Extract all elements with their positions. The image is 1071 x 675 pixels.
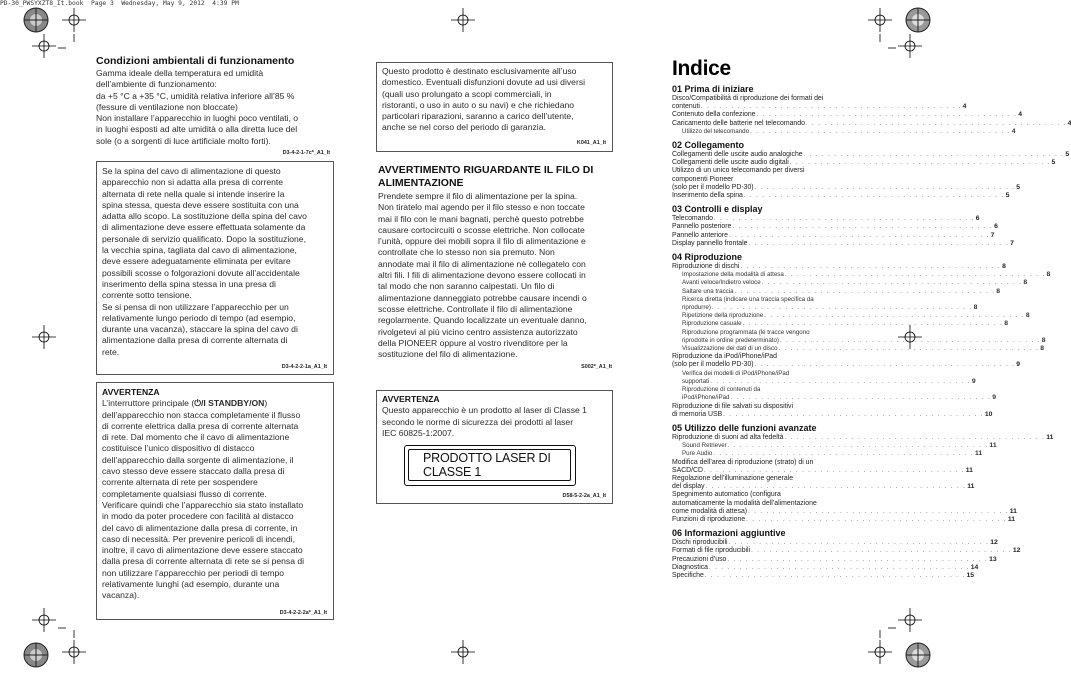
toc-entry-line: Saltare una traccia [682, 287, 734, 295]
toc-entry[interactable] [672, 192, 1010, 200]
text-line: Verificare quindi che l’apparecchio sia stato installato [102, 499, 304, 510]
toc-entry[interactable] [672, 320, 1008, 328]
toc-entry[interactable] [672, 119, 1071, 128]
title-line: ALIMENTAZIONE [378, 177, 464, 189]
toc-dot-leader: . . . . . . . . . . . . . . . . . . . . . . . . . . . . . . . . . . . . . . . . . . . [789, 160, 1051, 167]
text-line: inoltre, il cavo di alimentazione deve essere staccato [102, 545, 303, 556]
text-line: ristoranti, o uso in auto o su navi) e che richiedano [382, 99, 575, 110]
toc-dot-leader: . . . . . . . . . . . . . . . . . . . . . . . . . . . . . . . . . . . . . . . . . . . [734, 288, 996, 295]
toc-dot-leader: . . . . . . . . . . . . . . . . . . . . . . . . . . . . . . . . . . . . . . . . . . . [727, 556, 989, 563]
toc-dot-leader: . . . . . . . . . . . . . . . . . . . . . . . . . . . . . . . . . . . . . . . . . . . [748, 240, 1010, 247]
toc-entry[interactable] [672, 571, 975, 580]
toc-entry-line: Caricamento delle batterie nel telecomando [672, 119, 805, 127]
plug-box-code: D3-4-2-2-1a_A1_It [281, 364, 327, 370]
toc-entry-line: Riproduzione programmata (le tracce vengono [682, 328, 810, 336]
toc-entry-line: Specifiche [672, 571, 704, 579]
toc-section-heading[interactable]: 03 Controlli e display [672, 204, 763, 215]
toc-page-number: 13 [989, 555, 997, 563]
toc-entry-line: automaticamente la modalità dell’alimentazione [672, 499, 817, 507]
toc-entry-line: Pure Audio [682, 450, 713, 458]
toc-entry[interactable] [672, 563, 979, 572]
text-line: Questo prodotto è destinato esclusivamente all’uso [382, 66, 577, 76]
toc-entry-line: Ripetizione della riproduzione [682, 312, 764, 320]
toc-section-heading[interactable]: 06 Informazioni aggiuntive [672, 528, 786, 539]
table-of-contents [672, 80, 1071, 580]
standby-warning-box [96, 382, 334, 620]
toc-entry-line: (solo per il modello PD-30) [672, 183, 754, 191]
plug-replacement-box [96, 161, 334, 375]
text-line: costituisce l’unico dispositivo di distacco [102, 443, 255, 454]
text-line: in luoghi esposti ad alte umidità o alla diretta luce del [96, 124, 298, 135]
toc-dot-leader: . . . . . . . . . . . . . . . . . . . . . . . . . . . . . . . . . . . . . . . . . . . [780, 337, 1041, 344]
warning-code: D3-4-2-2-2a*_A1_It [279, 610, 327, 616]
text-line: altri fili. I fili di alimentazione devono essere collocati in [378, 270, 586, 281]
toc-page-number: 6 [994, 223, 998, 231]
power-cord-text [378, 191, 618, 360]
toc-entry-line: Formati di file riproducibili [672, 547, 751, 555]
toc-section-heading[interactable]: 04 Riproduzione [672, 252, 743, 263]
text-line: durante una vacanza), staccare la spina del cavo di [102, 324, 298, 335]
toc-entry-line: (solo per il modello PD-30) [672, 361, 754, 369]
toc-entry[interactable] [672, 279, 1028, 287]
toc-dot-leader: . . . . . . . . . . . . . . . . . . . . . . . . . . . . . . . . . . . . . . . . . . . [704, 467, 965, 474]
toc-entry[interactable] [672, 215, 980, 223]
toc-entry[interactable] [672, 295, 978, 312]
text-line: alimentazione dalla presa di corrente alternata di [102, 335, 288, 346]
toc-dot-leader: . . . . . . . . . . . . . . . . . . . . . . . . . . . . . . . . . . . . . . . . . . . [730, 395, 992, 402]
toc-entry-line: Riproduzione da iPod/iPhone/iPad [672, 353, 777, 361]
toc-page-number: 6 [975, 215, 980, 223]
toc-entry[interactable] [672, 345, 1044, 353]
toc-page-number: 5 [1065, 151, 1070, 159]
toc-entry[interactable] [672, 369, 976, 386]
text-line: personale di servizio qualificato. Dopo la sostituzione, [102, 233, 306, 244]
text-line: mai il filo con le mani bagnati, perchè questo potrebbe [378, 213, 584, 224]
text-line: IEC 60825-1:2007. [382, 427, 455, 438]
text-line: della PIONEER oppure al vostro rivenditore per la [378, 337, 568, 348]
toc-page-number: 9 [992, 394, 996, 402]
toc-entry-line: Riproduzione di file salvati su dispositivi [672, 402, 794, 410]
toc-page-number: 8 [1023, 279, 1028, 287]
toc-dot-leader: . . . . . . . . . . . . . . . . . . . . . . . . . . . . . . . . . . . . . . . . . . . [746, 516, 1007, 523]
toc-page-number: 5 [1016, 183, 1021, 191]
text-line: l’unità, oppure dei mobili sopra il filo di alimentazione e [378, 236, 586, 247]
laser-warning-box [376, 390, 613, 504]
text-line: dell’apparecchio dalla sorgente di alimentazione, il [102, 454, 294, 465]
toc-entry-line: Pannello posteriore [672, 223, 732, 231]
toc-entry[interactable] [672, 127, 1016, 136]
text-line: Se si pensa di non utilizzare l’apparecchio per un [102, 301, 289, 312]
text-line: rete. [102, 346, 120, 357]
toc-page-number: 8 [1041, 336, 1046, 344]
toc-entry-line: Modifica dell’area di riproduzione (strato) di un [672, 458, 814, 466]
toc-entry[interactable] [672, 386, 996, 402]
toc-dot-leader: . . . . . . . . . . . . . . . . . . . . . . . . . . . . . . . . . . . . . . . . . . . [784, 272, 1046, 279]
text-line: vacanza). [102, 590, 140, 601]
toc-dot-leader: . . . . . . . . . . . . . . . . . . . . . . . . . . . . . . . . . . . . . . . . . . . [704, 572, 966, 579]
toc-entry[interactable] [672, 353, 1021, 369]
toc-dot-leader: . . . . . . . . . . . . . . . . . . . . . . . . . . . . . . . . . . . . . . . . . . . [805, 120, 1067, 127]
text-line: possibili scosse o folgorazioni dovute all’accidentale [102, 267, 300, 278]
toc-page-number: 12 [990, 539, 998, 547]
text-line: da +5 °C a +35 °C, umidità relativa inferiore all’85 % [96, 90, 295, 101]
laser-warning-label: AVVERTENZA [382, 394, 440, 404]
toc-entry[interactable] [672, 458, 973, 475]
text-line: caso di necessità. Per prevenire pericoli di incendi, [102, 533, 295, 544]
toc-entry-line: supportati [682, 377, 710, 385]
toc-dot-leader: . . . . . . . . . . . . . . . . . . . . . . . . . . . . . . . . . . . . . . . . . . . [714, 216, 975, 223]
toc-entry[interactable] [672, 151, 1070, 159]
toc-title: Indice [672, 57, 731, 80]
toc-dot-leader: . . . . . . . . . . . . . . . . . . . . . . . . . . . . . . . . . . . . . . . . . . . [754, 184, 1016, 191]
toc-entry-line: Spegnimento automatico (configura [672, 491, 781, 499]
toc-section-heading[interactable]: 02 Collegamento [672, 140, 745, 151]
toc-entry-line: Collegamenti delle uscite audio digitali [672, 159, 789, 167]
toc-entry-line: Display pannello frontale [672, 239, 748, 247]
text-line: corrente sotto tensione. [102, 290, 192, 301]
toc-page-number: 8 [1046, 271, 1051, 279]
toc-entry-line: Visualizzazione dei dati di un disco [682, 345, 778, 353]
toc-entry-line: Verifica dei modelli di iPod/iPhone/iPad [682, 369, 790, 377]
toc-dot-leader: . . . . . . . . . . . . . . . . . . . . . . . . . . . . . . . . . . . . . . . . . . . [709, 564, 970, 571]
toc-entry-line: riprodotte in ordine predeterminato) [682, 336, 779, 344]
text-line: secondo le norme di sicurezza dei prodotti al laser [382, 416, 574, 427]
toc-entry-line: Riproduzione di dischi [672, 263, 740, 271]
toc-page-number: 8 [1004, 320, 1008, 328]
toc-page-number: 8 [973, 304, 978, 312]
print-header: PD-30_PWSYXZT8_It.book Page 3 Wednesday, May 9, 2012 4:39 PM [0, 0, 239, 7]
toc-dot-leader: . . . . . . . . . . . . . . . . . . . . . . . . . . . . . . . . . . . . . . . . . . . [748, 508, 1009, 515]
registration-mark-bottom-left [22, 641, 50, 669]
text-line: Se la spina del cavo di alimentazione di questo [102, 166, 281, 176]
toc-dot-leader: . . . . . . . . . . . . . . . . . . . . . . . . . . . . . . . . . . . . . . . . . . . [756, 112, 1018, 119]
text-line: apparecchio non si adatta alla presa di corrente [102, 177, 284, 188]
toc-page-number: 10 [984, 410, 993, 418]
toc-dot-leader: . . . . . . . . . . . . . . . . . . . . . . . . . . . . . . . . . . . . . . . . . . . [742, 321, 1004, 328]
toc-page-number: 4 [1067, 119, 1071, 127]
text-fragment: ) [264, 398, 268, 409]
toc-dot-leader: . . . . . . . . . . . . . . . . . . . . . . . . . . . . . . . . . . . . . . . . . . . [732, 224, 994, 231]
text-line: alternata di rete nella quale si intende inserire la [102, 188, 285, 199]
toc-entry[interactable] [672, 287, 1001, 296]
text-line: spina stessa, questa deve essere sostituita con una [102, 199, 299, 210]
toc-dot-leader: . . . . . . . . . . . . . . . . . . . . . . . . . . . . . . . . . . . . . . . . . . . [803, 152, 1065, 159]
toc-entry-line: Contenuto della confezione [672, 111, 756, 119]
text-line: relativamente lunghi (ad esempio, durante una [102, 579, 280, 590]
toc-page-number: 11 [967, 483, 975, 491]
text-line: anche se nel corso del periodo di garanzia. [382, 122, 546, 133]
toc-page-number: 11 [1046, 433, 1054, 441]
text-line: causare cortocircuiti o scosse elettriche. Non collocate [378, 224, 585, 235]
toc-entry-line: Regolazione dell’illuminazione generale [672, 474, 794, 482]
text-line: cavo stesso deve essere staccato dalla presa di [102, 466, 285, 477]
text-line: adatta allo scopo. La sostituzione della spina del cavo [102, 211, 307, 222]
toc-page-number: 9 [971, 377, 976, 385]
title-line: AVVERTIMENTO RIGUARDANTE IL FILO DI [378, 164, 594, 176]
toc-entry[interactable] [672, 547, 1021, 555]
toc-dot-leader: . . . . . . . . . . . . . . . . . . . . . . . . . . . . . . . . . . . . . . . . . . . [728, 540, 990, 547]
toc-page-number: 7 [990, 231, 995, 239]
toc-entry-line: Pannello anteriore [672, 231, 728, 239]
power-cord-title [378, 164, 618, 190]
toc-dot-leader: . . . . . . . . . . . . . . . . . . . . . . . . . . . . . . . . . . . . . . . . . . . [761, 280, 1023, 287]
toc-entry[interactable] [672, 167, 1021, 192]
text-line: regolarmente. Quando localizzate un eventuale danno, [378, 315, 587, 326]
toc-entry-line: componenti Pioneer [672, 175, 734, 183]
text-line: domestico. Eventuali disfunzioni dovute ad usi diversi [382, 77, 586, 88]
toc-dot-leader: . . . . . . . . . . . . . . . . . . . . . . . . . . . . . . . . . . . . . . . . . . . [727, 443, 989, 450]
toc-entry-line: iPod/iPhone/iPad [682, 394, 730, 402]
toc-entry-line: Collegamenti delle uscite audio analogiche [672, 151, 803, 159]
text-line: di alimentazione deve essere effettuata solamente da [102, 222, 306, 233]
toc-entry[interactable] [672, 95, 967, 111]
toc-entry[interactable] [672, 111, 1022, 119]
text-line: sole (o a sorgenti di luce artificiale molto forti). [96, 135, 271, 146]
text-line: relativamente lungo periodo di tempo (ad esempio, [102, 312, 296, 323]
toc-dot-leader: . . . . . . . . . . . . . . . . . . . . . . . . . . . . . . . . . . . . . . . . . . . [710, 378, 971, 385]
toc-entry-line: Dischi riproducibili [672, 539, 728, 547]
standby-switch-label: ⏻/I STANDBY/ON [194, 398, 265, 409]
text-line: particolari riparazioni, saranno a carico dell’utente, [382, 111, 574, 122]
toc-section-heading[interactable]: 05 Utilizzo delle funzioni avanzate [672, 422, 817, 433]
text-line: deve essere adeguatamente eliminata per evitare [102, 256, 291, 267]
toc-entry-line: Sound Retriever [682, 442, 727, 450]
toc-entry-line: Funzioni di riproduzione [672, 515, 746, 523]
toc-page-number: 9 [1016, 361, 1021, 369]
text-line: alimentazione danneggiato potrebbe causare incendi o [378, 292, 587, 303]
toc-entry-line: Ricerca diretta (indicare una traccia specifica da [682, 295, 814, 303]
text-line: annodate mai il filo di alimentazione nè collegatelo con [378, 258, 586, 269]
toc-entry-line: Riproduzione casuale [682, 320, 742, 328]
text-fragment: L’interruttore principale ( [102, 398, 195, 409]
text-line: la vecchia spina, tagliata dal cavo di alimentazione, [102, 245, 297, 256]
text-line [102, 398, 332, 409]
domestic-code: K041_A1_It [576, 140, 606, 146]
toc-page-number: 8 [1040, 345, 1044, 353]
env-conditions-code: D3-4-2-1-7c*_A1_It [282, 150, 330, 156]
text-line: Gamma ideale della temperatura ed umidità [96, 68, 264, 78]
text-line: dalla presa di corrente alternata di rete se si pensa di [102, 556, 305, 567]
toc-entry-line: Disco/Compatibilità di riproduzione dei formati dei [672, 95, 824, 102]
toc-page-number: 14 [970, 563, 979, 571]
toc-page-number: 4 [1011, 127, 1016, 135]
toc-entry[interactable] [672, 402, 993, 419]
text-line: Non tiratelo mai agendo per il filo stesso e non toccate [378, 202, 585, 213]
toc-entry-line: Utilizzo del telecomando [682, 127, 750, 135]
toc-page-number: 8 [996, 287, 1001, 295]
toc-dot-leader: . . . . . . . . . . . . . . . . . . . . . . . . . . . . . . . . . . . . . . . . . . . [705, 484, 967, 491]
toc-page-number: 8 [1002, 263, 1006, 271]
toc-page-number: 8 [1025, 312, 1030, 320]
toc-entry-line: Riproduzione di suoni ad alta fedeltà [672, 433, 784, 441]
toc-entry[interactable] [672, 223, 998, 231]
toc-page-number: 5 [1005, 192, 1010, 200]
text-line: (quali uso prolungato a scopi commerciali, in [382, 88, 552, 99]
toc-entry-line: SACD/CD [672, 466, 704, 474]
toc-dot-leader: . . . . . . . . . . . . . . . . . . . . . . . . . . . . . . . . . . . . . . . . . . . [711, 305, 973, 312]
toc-dot-leader: . . . . . . . . . . . . . . . . . . . . . . . . . . . . . . . . . . . . . . . . . . . [754, 362, 1016, 369]
toc-entry[interactable] [672, 450, 983, 458]
text-line: in modo da poter procedere con facilità al distacco [102, 511, 294, 522]
toc-entry[interactable] [672, 474, 975, 491]
toc-entry-line: Riproduzione di contenuti da [682, 386, 761, 394]
toc-entry-line: del display [672, 483, 705, 491]
toc-page-number: 11 [1007, 515, 1016, 523]
domestic-use-box [376, 62, 613, 152]
laser-class-label [404, 445, 576, 486]
toc-entry[interactable] [672, 231, 995, 240]
warning-label: AVVERTENZA [102, 387, 160, 397]
toc-dot-leader: . . . . . . . . . . . . . . . . . . . . . . . . . . . . . . . . . . . . . . . . . . . [784, 434, 1046, 441]
toc-page-number: 11 [965, 466, 973, 474]
toc-dot-leader: . . . . . . . . . . . . . . . . . . . . . . . . . . . . . . . . . . . . . . . . . . . [778, 346, 1040, 353]
text-line: completamente qualsiasi flusso di corrente. [102, 488, 267, 499]
text-line: dell’apparecchio non stacca completamente il flusso [102, 409, 301, 420]
toc-dot-leader: . . . . . . . . . . . . . . . . . . . . . . . . . . . . . . . . . . . . . . . . . . . [713, 451, 974, 458]
toc-entry-line: Telecomando [672, 215, 713, 223]
text-line: scosse elettriche. Controllate il filo di alimentazione [378, 303, 573, 314]
toc-entry[interactable] [672, 515, 1016, 524]
toc-entry[interactable] [672, 271, 1051, 279]
text-line: del cavo di alimentazione dalla presa di corrente, in [102, 522, 298, 533]
toc-entry-line: Diagnostica [672, 563, 709, 571]
toc-entry[interactable] [672, 239, 1014, 248]
env-conditions-title: Condizioni ambientali di funzionamento [96, 55, 295, 67]
laser-code: D58-5-2-2a_A1_It [562, 493, 606, 499]
registration-mark-bottom-right [904, 641, 932, 669]
text-line: Prendete sempre il filo di alimentazione per la spina. [378, 191, 578, 201]
registration-mark-top-right [904, 6, 932, 34]
text-line: sostituzione del filo di alimentazione. [378, 349, 518, 360]
text-line: Questo apparecchio è un prodotto al laser di Classe 1 [382, 405, 587, 416]
text-line: tal modo che non saranno calpestati. Un filo di [378, 281, 555, 292]
toc-entry-line: Inserimento della spina [672, 192, 743, 200]
toc-entry-line: Precauzioni d’uso [672, 555, 727, 563]
toc-entry[interactable] [672, 555, 997, 564]
toc-page-number: 5 [1051, 159, 1056, 167]
toc-dot-leader: . . . . . . . . . . . . . . . . . . . . . . . . . . . . . . . . . . . . . . . . . . . [751, 548, 1012, 555]
toc-entry-line: Utilizzo di un unico telecomando per diversi [672, 167, 805, 175]
toc-section-heading[interactable]: 01 Prima di iniziare [672, 84, 754, 94]
laser-class-text: PRODOTTO LASER DI CLASSE 1 [408, 449, 571, 481]
toc-dot-leader: . . . . . . . . . . . . . . . . . . . . . . . . . . . . . . . . . . . . . . . . . . . [723, 411, 984, 418]
text-line: di corrente elettrica dalla presa di corrente alternata [102, 420, 299, 431]
toc-page-number: 12 [1012, 547, 1021, 555]
toc-entry-line: come modalità di attesa) [672, 507, 748, 515]
toc-page-number: 4 [962, 103, 967, 111]
text-line: inserimento della spina stessa in una presa di [102, 278, 276, 289]
text-line: non utilizzare l’apparecchio per periodi di tempo [102, 567, 285, 578]
text-line: corrente alternata di rete per sospendere [102, 477, 258, 488]
toc-entry-line: di memoria USB [672, 410, 723, 418]
toc-entry[interactable] [672, 491, 1017, 516]
toc-page-number: 11 [1009, 507, 1017, 515]
toc-page-number: 15 [966, 571, 975, 579]
registration-mark-top-left [22, 6, 50, 34]
toc-entry-line: Avanti veloce/Indietro veloce [682, 279, 761, 287]
toc-dot-leader: . . . . . . . . . . . . . . . . . . . . . . . . . . . . . . . . . . . . . . . . . . . [728, 232, 990, 239]
text-line: dell’ambiente di funzionamento: [96, 79, 217, 90]
env-conditions-text [96, 68, 336, 147]
toc-dot-leader: . . . . . . . . . . . . . . . . . . . . . . . . . . . . . . . . . . . . . . . . . . . [743, 193, 1005, 200]
toc-page-number: 4 [1018, 111, 1022, 119]
toc-entry[interactable] [672, 442, 997, 450]
toc-dot-leader: . . . . . . . . . . . . . . . . . . . . . . . . . . . . . . . . . . . . . . . . . . . [750, 128, 1011, 135]
toc-entry[interactable] [672, 539, 998, 547]
text-line: di rete. Dal momento che il cavo di alimentazione [102, 432, 290, 443]
toc-dot-leader: . . . . . . . . . . . . . . . . . . . . . . . . . . . . . . . . . . . . . . . . . . . [700, 104, 962, 111]
toc-page-number: 7 [1010, 239, 1014, 247]
toc-entry[interactable] [672, 312, 1030, 320]
toc-entry[interactable] [672, 433, 1054, 442]
toc-entry[interactable] [672, 263, 1006, 271]
power-cord-code: S002*_A1_It [581, 364, 612, 370]
toc-dot-leader: . . . . . . . . . . . . . . . . . . . . . . . . . . . . . . . . . . . . . . . . . . . [740, 264, 1002, 271]
toc-entry-line: contenuti [672, 103, 700, 111]
toc-entry-line: riprodurre) [682, 304, 711, 312]
text-line: (fessure di ventilazione non bloccate) [96, 101, 238, 112]
toc-dot-leader: . . . . . . . . . . . . . . . . . . . . . . . . . . . . . . . . . . . . . . . . . . . [764, 313, 1025, 320]
toc-page-number: 11 [974, 450, 983, 458]
toc-page-number: 11 [989, 442, 997, 450]
toc-entry[interactable] [672, 159, 1056, 167]
toc-entry-line: Impostazione della modalità di attesa [682, 271, 784, 279]
text-line: rivolgetevi al più vicino centro assistenza autorizzato [378, 326, 578, 337]
text-line: Non installare l’apparecchio in luoghi poco ventilati, o [96, 113, 299, 124]
toc-entry[interactable] [672, 328, 1046, 345]
text-line: controllate che lo stesso non sia premuto. Non [378, 247, 555, 258]
